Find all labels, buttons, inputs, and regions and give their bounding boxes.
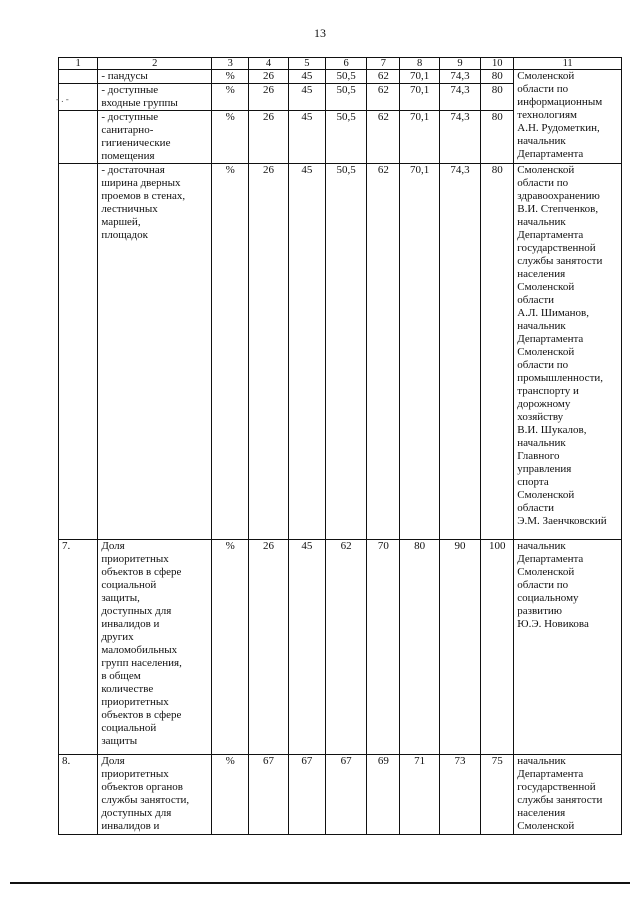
value-cell: 45: [288, 84, 325, 111]
responsible-line: области по: [517, 579, 569, 591]
value-cell: 45: [288, 540, 325, 755]
table-row: [59, 540, 622, 755]
responsible-line: Смоленской: [517, 820, 575, 832]
responsible-line: дорожному: [517, 398, 571, 410]
indicator-name-line: - доступные: [101, 84, 159, 96]
responsible-line: области: [517, 502, 555, 514]
responsible-line: технологиям: [517, 109, 577, 121]
row-number-cell: [59, 111, 98, 164]
indicator-name-line: социальной: [101, 722, 157, 734]
responsible-line: начальник: [517, 540, 566, 552]
indicator-name-line: объектов в сфере: [101, 566, 182, 578]
indicator-name-cell: [98, 540, 212, 755]
header-row: [59, 58, 622, 70]
header-cell: 11: [514, 58, 622, 70]
responsible-line: Департамента: [517, 333, 584, 345]
indicator-name-line: - доступные: [101, 111, 159, 123]
indicator-name-line: доступных для: [101, 807, 172, 819]
responsible-line: Ю.Э. Новикова: [517, 618, 589, 630]
unit-cell: %: [212, 84, 249, 111]
responsible-line: службы занятости: [517, 794, 603, 806]
responsible-line: Смоленской: [517, 70, 575, 82]
indicator-name-line: гигиенические: [101, 137, 171, 149]
indicator-name-line: количестве: [101, 683, 154, 695]
value-cell: 45: [288, 164, 325, 540]
indicator-name-line: проемов в стенах,: [101, 190, 186, 202]
value-cell: 67: [288, 755, 325, 835]
table-row: [59, 70, 622, 84]
indicator-name-line: маломобильных: [101, 644, 178, 656]
header-cell: 7: [367, 58, 400, 70]
indicator-name-cell: [98, 70, 212, 84]
value-cell: 62: [367, 84, 400, 111]
value-cell: 90: [439, 540, 480, 755]
responsible-line: Э.М. Заенчковский: [517, 515, 607, 527]
responsible-line: Департамента: [517, 229, 584, 241]
indicator-name-line: приоритетных: [101, 553, 169, 565]
unit-cell: %: [212, 70, 249, 84]
row-number-cell: [59, 164, 98, 540]
indicator-name-line: маршей,: [101, 216, 141, 228]
responsible-line: Смоленской: [517, 346, 575, 358]
indicator-name-line: площадок: [101, 229, 148, 241]
responsible-line: государственной: [517, 781, 596, 793]
value-cell: 73: [439, 755, 480, 835]
value-cell: 62: [367, 164, 400, 540]
unit-cell: %: [212, 111, 249, 164]
indicator-name-line: в общем: [101, 670, 141, 682]
responsible-line: начальник: [517, 135, 566, 147]
row-number-cell: [59, 70, 98, 84]
responsible-line: государственной: [517, 242, 596, 254]
responsible-line: населения: [517, 268, 566, 280]
responsible-line: В.И. Степченков,: [517, 203, 599, 215]
value-cell: 74,3: [439, 111, 480, 164]
value-cell: 80: [481, 84, 514, 111]
indicator-name-cell: [98, 164, 212, 540]
responsible-line: А.Н. Рудометкин,: [517, 122, 600, 134]
header-cell: 6: [325, 58, 366, 70]
value-cell: 100: [481, 540, 514, 755]
responsible-line: начальник: [517, 320, 566, 332]
indicator-name-cell: [98, 755, 212, 835]
header-cell: 8: [400, 58, 439, 70]
responsible-line: области по: [517, 83, 569, 95]
value-cell: 80: [481, 70, 514, 84]
responsible-line: социальному: [517, 592, 579, 604]
margin-marks: - . -: [56, 94, 69, 104]
row-number-cell: 8.: [59, 755, 98, 835]
value-cell: 67: [249, 755, 288, 835]
responsible-cell: [514, 540, 622, 755]
table-row: [59, 755, 622, 835]
responsible-line: Смоленской: [517, 566, 575, 578]
responsible-line: информационным: [517, 96, 603, 108]
responsible-line: начальник: [517, 755, 566, 767]
indicator-name-line: групп населения,: [101, 657, 182, 669]
value-cell: 50,5: [325, 84, 366, 111]
value-cell: 80: [481, 164, 514, 540]
header-cell: 10: [481, 58, 514, 70]
responsible-line: Департамента: [517, 768, 584, 780]
indicator-name-cell: [98, 84, 212, 111]
responsible-line: В.И. Шукалов,: [517, 424, 587, 436]
responsible-line: развитию: [517, 605, 562, 617]
value-cell: 74,3: [439, 164, 480, 540]
responsible-line: Смоленской: [517, 164, 575, 176]
value-cell: 26: [249, 164, 288, 540]
responsible-line: Департамента: [517, 148, 584, 160]
indicator-name-line: ширина дверных: [101, 177, 181, 189]
value-cell: 67: [325, 755, 366, 835]
row-number-cell: 7.: [59, 540, 98, 755]
indicator-name-line: приоритетных: [101, 768, 169, 780]
responsible-cell: [514, 164, 622, 540]
unit-cell: %: [212, 540, 249, 755]
header-cell: 9: [439, 58, 480, 70]
responsible-cell: [514, 755, 622, 835]
value-cell: 45: [288, 70, 325, 84]
responsible-line: населения: [517, 807, 566, 819]
value-cell: 69: [367, 755, 400, 835]
indicator-name-line: социальной: [101, 579, 157, 591]
value-cell: 70,1: [400, 84, 439, 111]
indicator-name-line: Доля: [101, 540, 125, 552]
responsible-line: Департамента: [517, 553, 584, 565]
value-cell: 71: [400, 755, 439, 835]
header-cell: 3: [212, 58, 249, 70]
indicator-name-line: службы занятости,: [101, 794, 190, 806]
responsible-line: Смоленской: [517, 281, 575, 293]
responsible-line: службы занятости: [517, 255, 603, 267]
responsible-line: А.Л. Шиманов,: [517, 307, 590, 319]
unit-cell: %: [212, 755, 249, 835]
responsible-line: промышленности,: [517, 372, 604, 384]
responsible-line: Смоленской: [517, 489, 575, 501]
value-cell: 80: [400, 540, 439, 755]
value-cell: 26: [249, 70, 288, 84]
responsible-line: здравоохранению: [517, 190, 600, 202]
value-cell: 50,5: [325, 111, 366, 164]
indicator-name-line: объектов в сфере: [101, 709, 182, 721]
responsible-line: Главного: [517, 450, 560, 462]
value-cell: 62: [367, 111, 400, 164]
value-cell: 26: [249, 540, 288, 755]
indicator-name-line: инвалидов и: [101, 820, 160, 832]
value-cell: 70,1: [400, 111, 439, 164]
value-cell: 50,5: [325, 70, 366, 84]
bottom-rule: [10, 882, 630, 884]
indicator-name-cell: [98, 111, 212, 164]
value-cell: 62: [325, 540, 366, 755]
table-body: [59, 58, 622, 835]
indicator-name-line: доступных для: [101, 605, 172, 617]
indicator-name-line: санитарно-: [101, 124, 154, 136]
responsible-line: области: [517, 294, 555, 306]
indicator-name-line: Доля: [101, 755, 125, 767]
indicator-name-line: защиты: [101, 735, 138, 747]
indicator-name-line: помещения: [101, 150, 155, 162]
value-cell: 75: [481, 755, 514, 835]
value-cell: 50,5: [325, 164, 366, 540]
value-cell: 26: [249, 84, 288, 111]
indicator-name-line: лестничных: [101, 203, 158, 215]
header-cell: 2: [98, 58, 212, 70]
value-cell: 70: [367, 540, 400, 755]
value-cell: 45: [288, 111, 325, 164]
responsible-line: начальник: [517, 437, 566, 449]
header-cell: 4: [249, 58, 288, 70]
indicators-table: [58, 57, 622, 835]
table-row: [59, 164, 622, 540]
value-cell: 70,1: [400, 70, 439, 84]
indicator-name-line: защиты,: [101, 592, 140, 604]
value-cell: 70,1: [400, 164, 439, 540]
header-cell: 1: [59, 58, 98, 70]
responsible-cell: [514, 70, 622, 164]
responsible-line: хозяйству: [517, 411, 564, 423]
value-cell: 62: [367, 70, 400, 84]
page-number: 13: [314, 26, 326, 40]
responsible-line: области по: [517, 177, 569, 189]
value-cell: 74,3: [439, 84, 480, 111]
responsible-line: транспорту и: [517, 385, 579, 397]
responsible-line: области по: [517, 359, 569, 371]
indicator-name-line: приоритетных: [101, 696, 169, 708]
indicator-name-line: входные группы: [101, 97, 178, 109]
indicator-name-line: - пандусы: [101, 70, 148, 82]
value-cell: 80: [481, 111, 514, 164]
value-cell: 74,3: [439, 70, 480, 84]
responsible-line: спорта: [517, 476, 549, 488]
indicator-name-line: объектов органов: [101, 781, 183, 793]
responsible-line: начальник: [517, 216, 566, 228]
value-cell: 26: [249, 111, 288, 164]
indicator-name-line: инвалидов и: [101, 618, 160, 630]
header-cell: 5: [288, 58, 325, 70]
unit-cell: %: [212, 164, 249, 540]
responsible-line: управления: [517, 463, 572, 475]
indicator-name-line: - достаточная: [101, 164, 165, 176]
indicator-name-line: других: [101, 631, 134, 643]
